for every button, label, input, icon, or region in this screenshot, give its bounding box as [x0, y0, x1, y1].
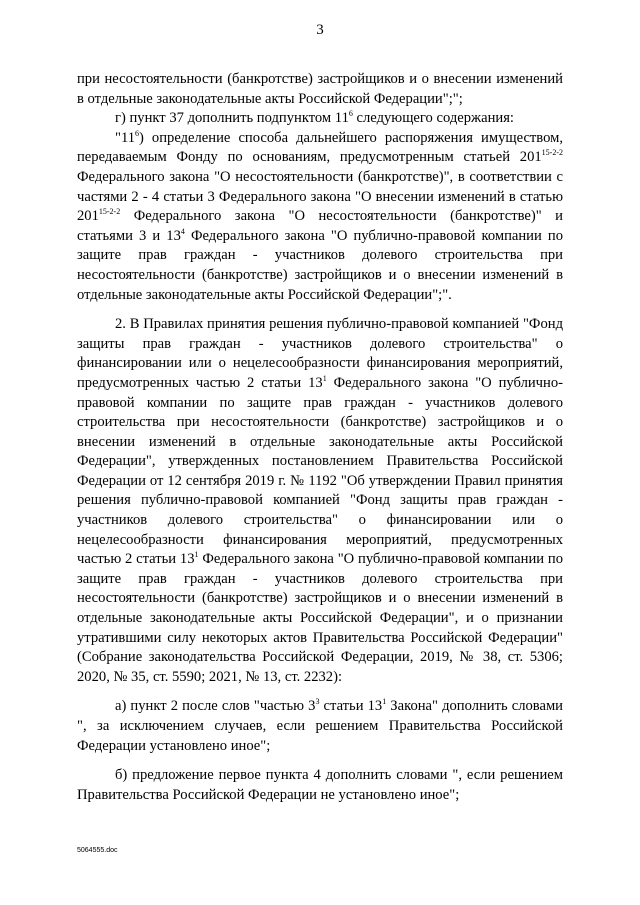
superscript: 6 — [135, 128, 140, 138]
superscript: 3 — [315, 697, 320, 707]
paragraph-4 — [77, 315, 563, 687]
text: Федерального закона "О несостоятельности (банкротстве)", в соответствии с частями 2 - 4 статьи 3 Федерального закона "О внесении изменений в статью 201 — [77, 168, 563, 225]
document-body — [77, 70, 563, 805]
text: Федерального закона "О несостоятельности (банкротстве)" и статьями 3 и 13 — [77, 208, 563, 244]
superscript: 1 — [322, 373, 327, 383]
superscript: 15-2-2 — [98, 207, 121, 217]
text: "11 — [115, 129, 136, 146]
paragraph-6: б) предложение первое пункта 4 дополнить словами ", если решением Правительства Российской Федерации не установлено иное"; — [77, 767, 563, 803]
superscript: 6 — [348, 109, 353, 119]
text: Закона" дополнить словами ", за исключением случаев, если решением Правительства Российской Федерации установлено иное"; — [77, 698, 563, 754]
superscript: 4 — [180, 226, 185, 236]
footer-doc-id: 5064555.doc — [77, 847, 118, 854]
text: Федерального закона "О публично-правовой компании по защите прав граждан - участников долевого строительства при несостоятельности (банкротстве) застройщиков и о внесении изменений в отдельные законодательные акты Российской Федерации", утвержденных постановлением Правительства Российской Федерации от 12 сентября 2019 г. № 1192 "Об утверждении Правил принятия решения публично-правовой компанией "Фонд защиты прав граждан - участников долевого строительства" о финансировании или о нецелесообразности финансирования мероприятий, предусмотренных частью 2 статьи 13 — [77, 374, 563, 568]
text: статьи 13 — [319, 698, 383, 715]
superscript: 15-2-2 — [541, 148, 563, 158]
text: г) пункт 37 дополнить подпунктом 11 — [115, 110, 349, 127]
text: следующего содержания: — [352, 110, 514, 127]
text: 2. В Правилах принятия решения публично-правовой компанией "Фонд защиты прав граждан - участников долевого строительства" о финансировании или о нецелесообразности финансирования мероприятий, предусмотренных частью 2 статьи 13 — [77, 316, 563, 391]
paragraph-3 — [77, 129, 563, 305]
text: а) пункт 2 после слов "частью 3 — [115, 698, 316, 715]
text: ) определение способа дальнейшего распоряжения имуществом, передаваемым Фонду по основаниям, предусмотренным статьей 201 — [77, 129, 563, 166]
superscript: 1 — [194, 550, 199, 560]
page-number: 3 — [316, 22, 324, 38]
text: Федерального закона "О публично-правовой компании по защите прав граждан - участников долевого строительства при несостоятельности (банкротстве) застройщиков и о внесении изменений в отдельные законодательные акты Российской Федерации";". — [77, 227, 563, 303]
paragraph-5 — [77, 697, 563, 756]
paragraph-1: при несостоятельности (банкротстве) застройщиков и о внесении изменений в отдельные законодательные акты Российской Федерации";"; — [77, 71, 563, 107]
paragraph-2 — [77, 109, 563, 129]
text: Федерального закона "О публично-правовой компании по защите прав граждан - участников долевого строительства при несостоятельности (банкротстве) застройщиков и о внесении изменений в отдельные законодательные акты Российской Федерации", и о признании утратившими силу некоторых актов Правительства Российской Федерации" (Собрание законодательства Российской Федерации, 2019, № 38, ст. 5306; 2020, № 35, ст. 5590; 2021, № 13, ст. 2232): — [77, 551, 563, 685]
superscript: 1 — [382, 697, 387, 707]
